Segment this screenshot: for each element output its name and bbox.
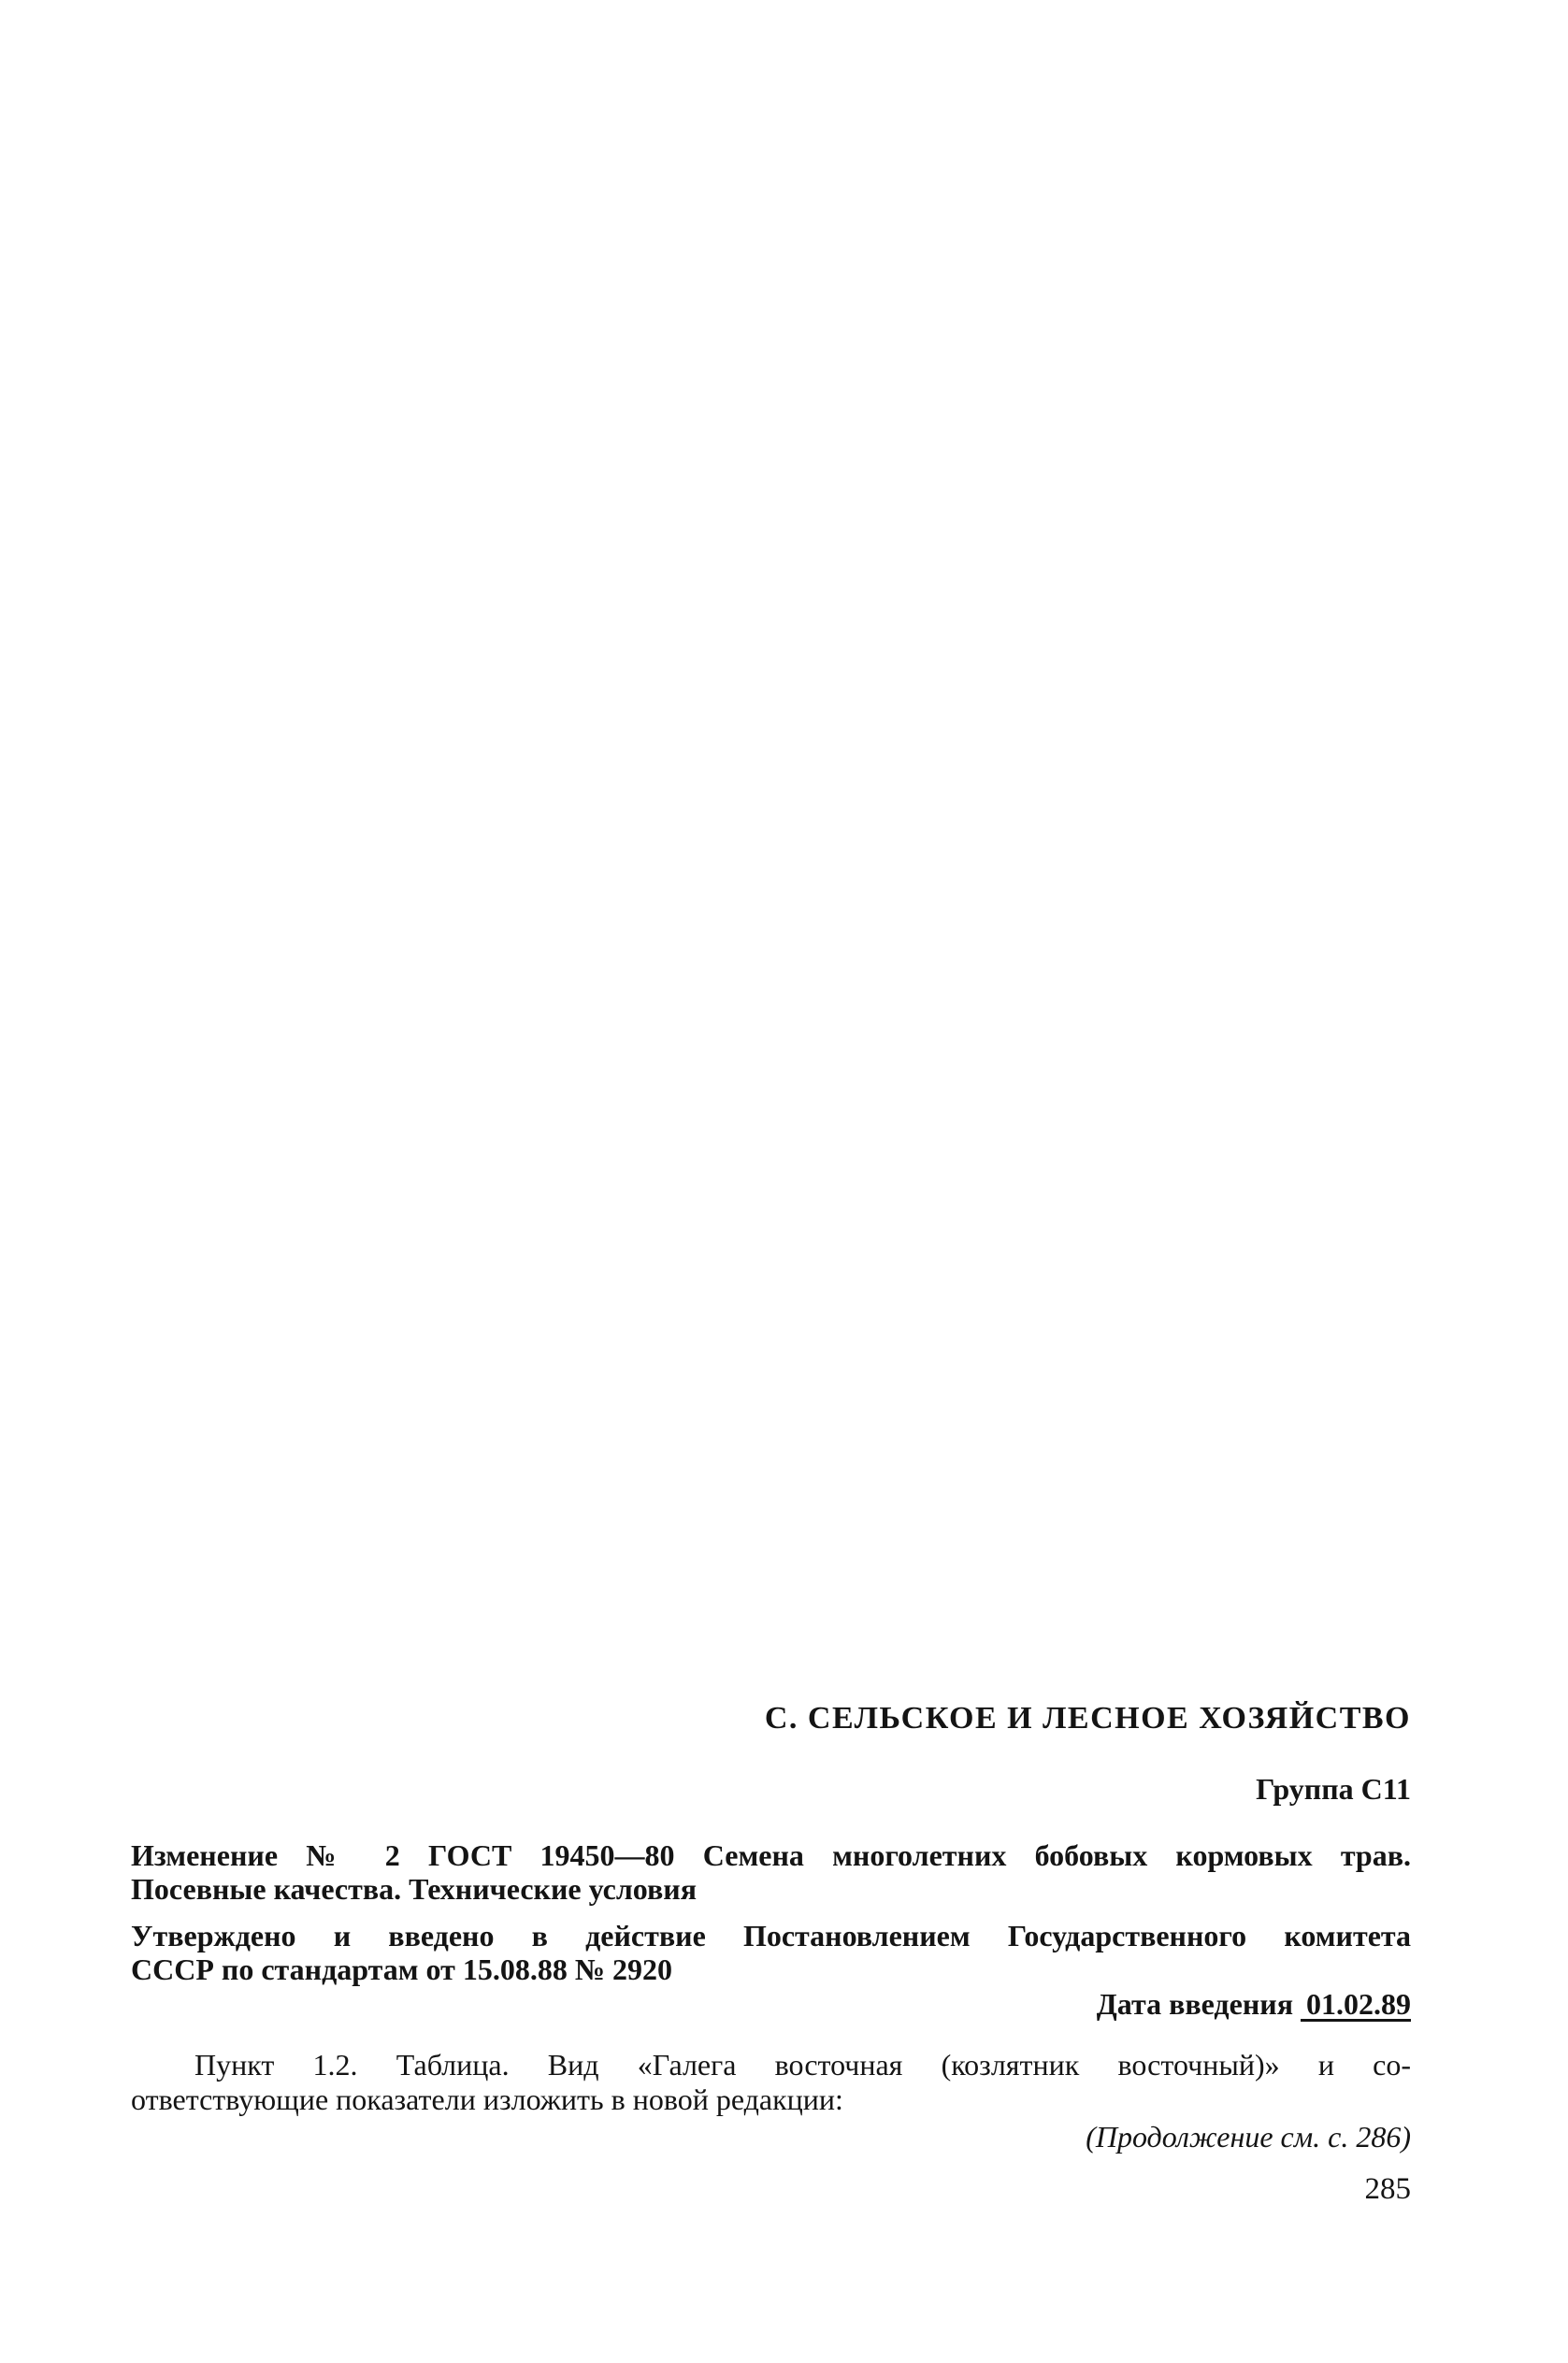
continuation-note: (Продолжение см. с. 286) (1086, 2120, 1411, 2154)
body-text-line-1: Пункт 1.2. Таблица. Вид «Галега восточная (козлятник восточный)» и со- (194, 2048, 1411, 2082)
effective-date-label: Дата введения (1096, 1987, 1293, 2021)
body-text-line-2: ответствующие показатели изложить в новой редакции: (131, 2082, 843, 2116)
amendment-title-line-1: Изменение № 2 ГОСТ 19450—80 Семена многолетних бобовых кормовых трав. (131, 1838, 1411, 1872)
page-number: 285 (1364, 2172, 1411, 2206)
approval-line-2: СССР по стандартам от 15.08.88 № 2920 (131, 1952, 672, 1986)
approval-line-1: Утверждено и введено в действие Постановлением Государственного комитета (131, 1919, 1411, 1952)
effective-date (1097, 1987, 1411, 2022)
effective-date-value: 01.02.89 (1301, 1989, 1411, 2022)
amendment-title-line-2: Посевные качества. Технические условия (131, 1872, 697, 1906)
group-label: Группа С11 (1256, 1772, 1411, 1806)
section-heading: С. СЕЛЬСКОЕ И ЛЕСНОЕ ХОЗЯЙСТВО (764, 1701, 1411, 1736)
